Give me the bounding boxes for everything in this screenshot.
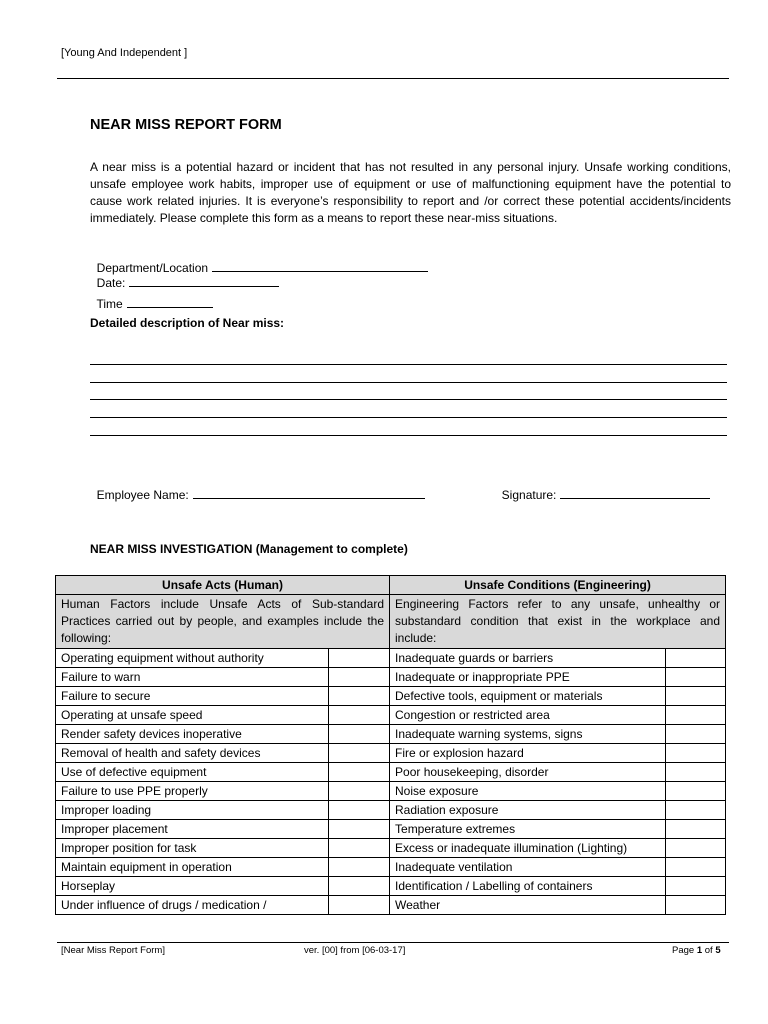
unsafe-act-item: Failure to use PPE properly: [56, 782, 329, 801]
unsafe-condition-item: Identification / Labelling of containers: [390, 877, 666, 896]
checklist-row: [56, 687, 726, 706]
checklist-row: [56, 649, 726, 668]
unsafe-condition-item: Congestion or restricted area: [390, 706, 666, 725]
table-intro-row: [56, 595, 726, 649]
signature-input-line[interactable]: [560, 487, 710, 499]
department-input-line[interactable]: [212, 260, 428, 272]
checklist-row: [56, 668, 726, 687]
checklist-row: [56, 744, 726, 763]
unsafe-act-item: Use of defective equipment: [56, 763, 329, 782]
unsafe-act-check-cell[interactable]: [329, 877, 390, 896]
checklist-row: [56, 801, 726, 820]
unsafe-condition-check-cell[interactable]: [666, 782, 726, 801]
checklist-row: [56, 725, 726, 744]
unsafe-act-item: Maintain equipment in operation: [56, 858, 329, 877]
unsafe-act-item: Operating equipment without authority: [56, 649, 329, 668]
document-header: [Young And Independent ]: [61, 47, 188, 59]
unsafe-condition-item: Inadequate ventilation: [390, 858, 666, 877]
checklist-row: [56, 706, 726, 725]
unsafe-condition-item: Fire or explosion hazard: [390, 744, 666, 763]
unsafe-condition-item: Excess or inadequate illumination (Lighting): [390, 839, 666, 858]
description-line[interactable]: [90, 417, 727, 418]
footer-page-number: [672, 945, 721, 956]
investigation-title: [90, 542, 408, 556]
unsafe-act-item: Improper loading: [56, 801, 329, 820]
unsafe-act-item: Operating at unsafe speed: [56, 706, 329, 725]
checklist-row: [56, 896, 726, 915]
employee-name-label: Employee Name:: [96, 488, 189, 502]
unsafe-condition-check-cell[interactable]: [666, 725, 726, 744]
time-input-line[interactable]: [127, 296, 213, 308]
unsafe-condition-item: Inadequate or inappropriate PPE: [390, 668, 666, 687]
footer-version: ver. [00] from [06-03-17]: [304, 945, 406, 956]
unsafe-condition-item: Temperature extremes: [390, 820, 666, 839]
unsafe-condition-item: Inadequate guards or barriers: [390, 649, 666, 668]
unsafe-condition-check-cell[interactable]: [666, 668, 726, 687]
checklist-row: [56, 782, 726, 801]
signature-label: Signature:: [501, 488, 557, 502]
unsafe-condition-check-cell[interactable]: [666, 896, 726, 915]
unsafe-condition-check-cell[interactable]: [666, 706, 726, 725]
employee-name-field: [90, 473, 425, 502]
unsafe-act-check-cell[interactable]: [329, 820, 390, 839]
unsafe-condition-item: Radiation exposure: [390, 801, 666, 820]
unsafe-conditions-header: Unsafe Conditions (Engineering): [390, 576, 726, 595]
unsafe-act-item: Improper position for task: [56, 839, 329, 858]
checklist-row: [56, 820, 726, 839]
unsafe-act-check-cell[interactable]: [329, 801, 390, 820]
investigation-title-note: (Management to complete): [252, 542, 408, 556]
description-line[interactable]: [90, 364, 727, 365]
unsafe-act-check-cell[interactable]: [329, 668, 390, 687]
unsafe-condition-check-cell[interactable]: [666, 687, 726, 706]
unsafe-condition-check-cell[interactable]: [666, 649, 726, 668]
unsafe-act-check-cell[interactable]: [329, 706, 390, 725]
unsafe-act-item: Render safety devices inoperative: [56, 725, 329, 744]
unsafe-condition-check-cell[interactable]: [666, 801, 726, 820]
checklist-row: [56, 877, 726, 896]
unsafe-act-item: Failure to secure: [56, 687, 329, 706]
unsafe-condition-check-cell[interactable]: [666, 763, 726, 782]
unsafe-act-item: Improper placement: [56, 820, 329, 839]
unsafe-condition-item: Poor housekeeping, disorder: [390, 763, 666, 782]
footer-form-name: [Near Miss Report Form]: [61, 945, 165, 956]
unsafe-condition-check-cell[interactable]: [666, 820, 726, 839]
investigation-title-bold: NEAR MISS INVESTIGATION: [90, 542, 253, 556]
page-mid: of: [702, 945, 716, 956]
unsafe-condition-item: Noise exposure: [390, 782, 666, 801]
signature-field: [495, 473, 710, 502]
form-introduction: A near miss is a potential hazard or incident that has not resulted in any personal injury. Unsafe working conditions, unsafe employee work habits, improper use of equipment or use of malfunctioning equipment have the potential to cause work related injuries. It is everyone’s responsibility to report and /or correct these potential accidents/incidents immediately. Please complete this form as a means to report these near-miss situations.: [90, 160, 731, 225]
unsafe-act-item: Horseplay: [56, 877, 329, 896]
unsafe-act-item: Under influence of drugs / medication /: [56, 896, 329, 915]
unsafe-condition-check-cell[interactable]: [666, 877, 726, 896]
unsafe-act-check-cell[interactable]: [329, 896, 390, 915]
description-line[interactable]: [90, 399, 727, 400]
unsafe-act-item: Failure to warn: [56, 668, 329, 687]
unsafe-condition-check-cell[interactable]: [666, 839, 726, 858]
header-divider: [57, 78, 729, 79]
description-line[interactable]: [90, 382, 727, 383]
unsafe-act-check-cell[interactable]: [329, 839, 390, 858]
unsafe-acts-description: Human Factors include Unsafe Acts of Sub-standard Practices carried out by people, and examples include the following:: [56, 595, 390, 649]
checklist-row: [56, 763, 726, 782]
page-prefix: Page: [672, 945, 697, 956]
unsafe-act-check-cell[interactable]: [329, 744, 390, 763]
unsafe-act-check-cell[interactable]: [329, 763, 390, 782]
unsafe-act-check-cell[interactable]: [329, 725, 390, 744]
unsafe-act-check-cell[interactable]: [329, 649, 390, 668]
unsafe-condition-item: Inadequate warning systems, signs: [390, 725, 666, 744]
investigation-table: [55, 575, 726, 915]
unsafe-act-check-cell[interactable]: [329, 858, 390, 877]
employee-name-input-line[interactable]: [193, 487, 425, 499]
time-label: Time: [96, 297, 123, 311]
date-label: Date:: [96, 276, 126, 290]
checklist-row: [56, 839, 726, 858]
checklist-row: [56, 858, 726, 877]
form-title: NEAR MISS REPORT FORM: [90, 117, 282, 133]
description-label: Detailed description of Near miss:: [90, 316, 285, 330]
description-line[interactable]: [90, 435, 727, 436]
table-header-row: [56, 576, 726, 595]
unsafe-act-item: Removal of health and safety devices: [56, 744, 329, 763]
unsafe-condition-item: Defective tools, equipment or materials: [390, 687, 666, 706]
footer-divider: [57, 942, 729, 943]
page-total: 5: [715, 945, 721, 956]
unsafe-acts-header: Unsafe Acts (Human): [56, 576, 390, 595]
page-current: 1: [696, 945, 703, 956]
unsafe-condition-item: Weather: [390, 896, 666, 915]
unsafe-act-check-cell[interactable]: [329, 687, 390, 706]
unsafe-condition-check-cell[interactable]: [666, 858, 726, 877]
time-field: [90, 282, 213, 311]
department-label: Department/Location: [96, 261, 209, 275]
unsafe-act-check-cell[interactable]: [329, 782, 390, 801]
unsafe-condition-check-cell[interactable]: [666, 744, 726, 763]
unsafe-conditions-description: Engineering Factors refer to any unsafe, unhealthy or substandard condition that exist in the workplace and include:: [390, 595, 726, 649]
